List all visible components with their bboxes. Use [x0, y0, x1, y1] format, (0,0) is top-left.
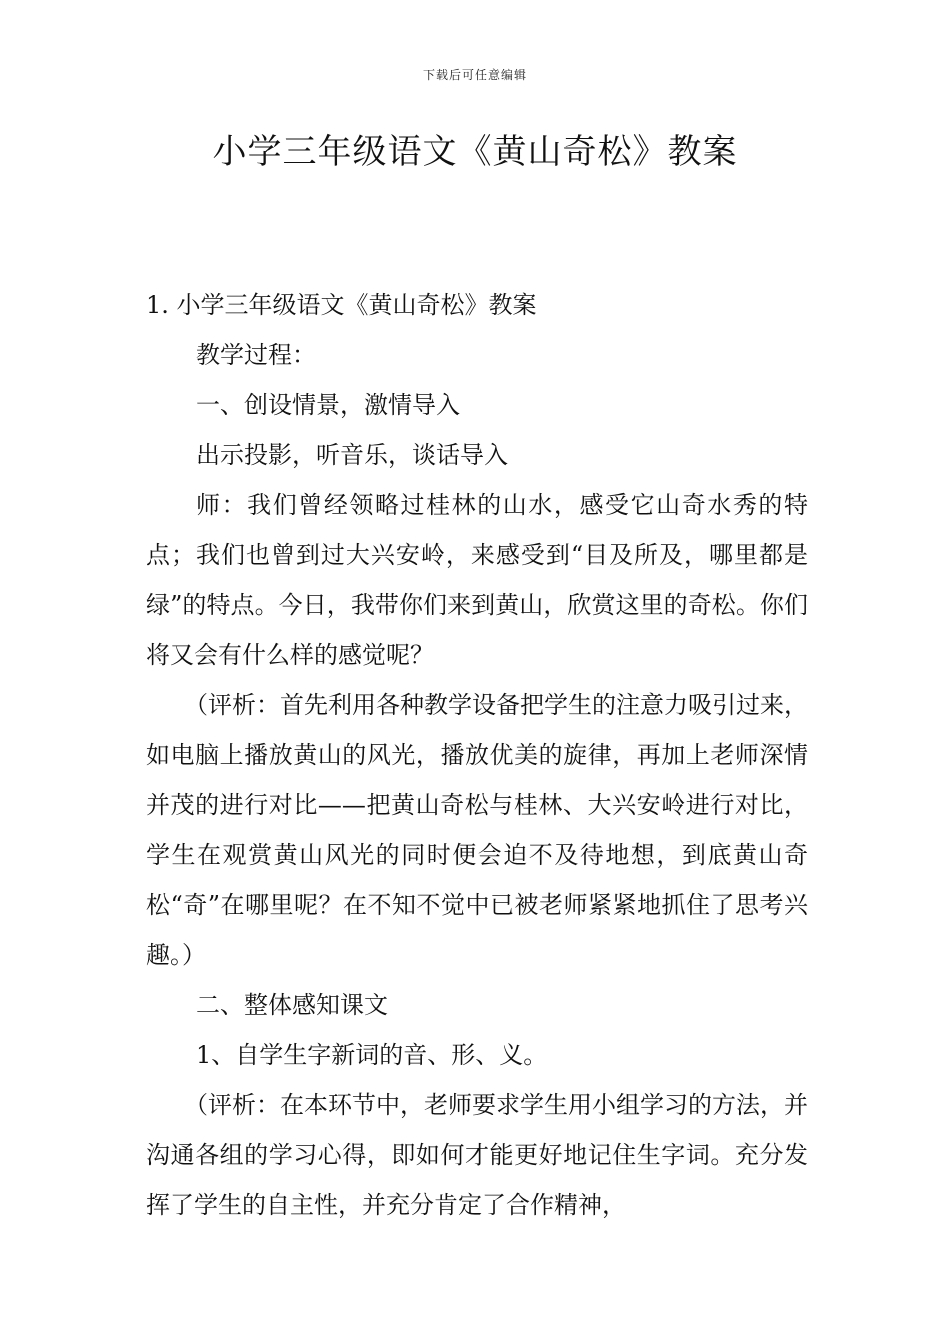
paragraph: 二、整体感知课文	[196, 991, 388, 1019]
paragraph: 师：我们曾经领略过桂林的山水，感受它山奇水秀的特点；我们也曾到过大兴安岭，来感受到“目及所及，哪里都是绿”的特点。今日，我带你们来到黄山，欣赏这里的奇松。你们将又会有什么样的感觉呢？	[146, 491, 808, 669]
paragraph: 出示投影，听音乐，谈话导入	[196, 441, 508, 469]
paragraph: （评析：在本环节中，老师要求学生用小组学习的方法，并沟通各组的学习心得，即如何才能更好地记住生字词。充分发挥了学生的自主性，并充分肯定了合作精神，	[146, 1091, 808, 1219]
paragraph: 1、自学生字新词的音、形、义。	[196, 1041, 548, 1069]
document-title: 小学三年级语文《黄山奇松》教案	[212, 132, 738, 172]
document-body	[146, 280, 808, 1230]
paragraph: （评析：首先利用各种教学设备把学生的注意力吸引过来，如电脑上播放黄山的风光，播放优美的旋律，再加上老师深情并茂的进行对比——把黄山奇松与桂林、大兴安岭进行对比，学生在观赏黄山风光的同时便会迫不及待地想，到底黄山奇松“奇”在哪里呢？在不知不觉中已被老师紧紧地抓住了思考兴趣。）	[146, 691, 808, 969]
header-note: 下载后可任意编辑	[422, 68, 527, 82]
paragraph: 教学过程：	[196, 341, 316, 369]
paragraph: 一、创设情景，激情导入	[196, 391, 460, 419]
section-heading: 1. 小学三年级语文《黄山奇松》教案	[146, 291, 537, 319]
